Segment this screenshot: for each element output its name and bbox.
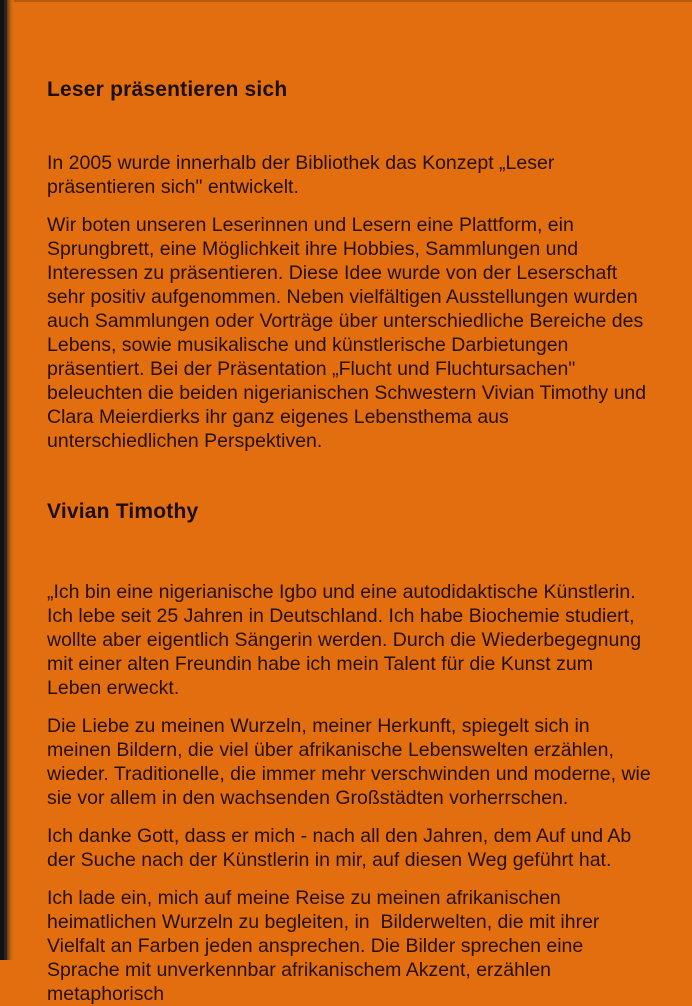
- vivian-paragraph-3: Ich danke Gott, dass er mich - nach all den Jahren, dem Auf und Ab der Suche nach der Künstlerin in mir, auf diesen Weg geführt hat.: [47, 825, 637, 871]
- section-title-vivian-timothy: Vivian Timothy: [47, 500, 199, 523]
- vivian-paragraph-4: Ich lade ein, mich auf meine Reise zu meinen afrikanischen heimatlichen Wurzeln zu begleiten, in Bilderwelten, die mit ihrer Vielfalt an Farben jeden ansprechen. Die Bilder sprechen eine Sprache mit unverkennbar afrikanischem Akzent, erzählen metaphorisch: [47, 887, 605, 1005]
- intro-paragraph-1: In 2005 wurde innerhalb der Bibliothek das Konzept „Leser präsentieren sich" entwickelt.: [47, 152, 560, 198]
- vivian-paragraph-1: „Ich bin eine nigerianische Igbo und eine autodidaktische Künstlerin. Ich lebe seit 25 Jahren in Deutschland. Ich habe Biochemie studiert, wollte aber eigentlich Sängerin werden. Durch die Wiederbegegnung mit einer alten Freundin habe ich mein Talent für die Kunst zum Leben erweckt.: [47, 581, 647, 699]
- intro-paragraph-2: Wir boten unseren Leserinnen und Lesern eine Plattform, ein Sprungbrett, eine Möglichkeit ihre Hobbies, Sammlungen und Interessen zu präsentieren. Diese Idee wurde von der Leserschaft sehr positiv aufgenommen. Neben vielfältigen Ausstellungen wurden auch Sammlungen oder Vorträge über unterschiedliche Bereiche des Lebens, sowie musikalische und künstlerische Darbietungen präsentiert. Bei der Präsentation „Flucht und Fluchtursachen" beleuchten die beiden nigerianischen Schwestern Vivian Timothy und Clara Meierdierks ihr ganz eigenes Lebensthema aus unterschiedlichen Perspektiven.: [47, 214, 652, 452]
- page-title: Leser präsentieren sich: [47, 78, 288, 101]
- vivian-paragraph-2: Die Liebe zu meinen Wurzeln, meiner Herkunft, spiegelt sich in meinen Bildern, die viel über afrikanische Lebenswelten erzählen, wieder. Traditionelle, die immer mehr verschwinden und moderne, wie sie vor allem in den wachsenden Großstädten vorherrschen.: [47, 715, 657, 809]
